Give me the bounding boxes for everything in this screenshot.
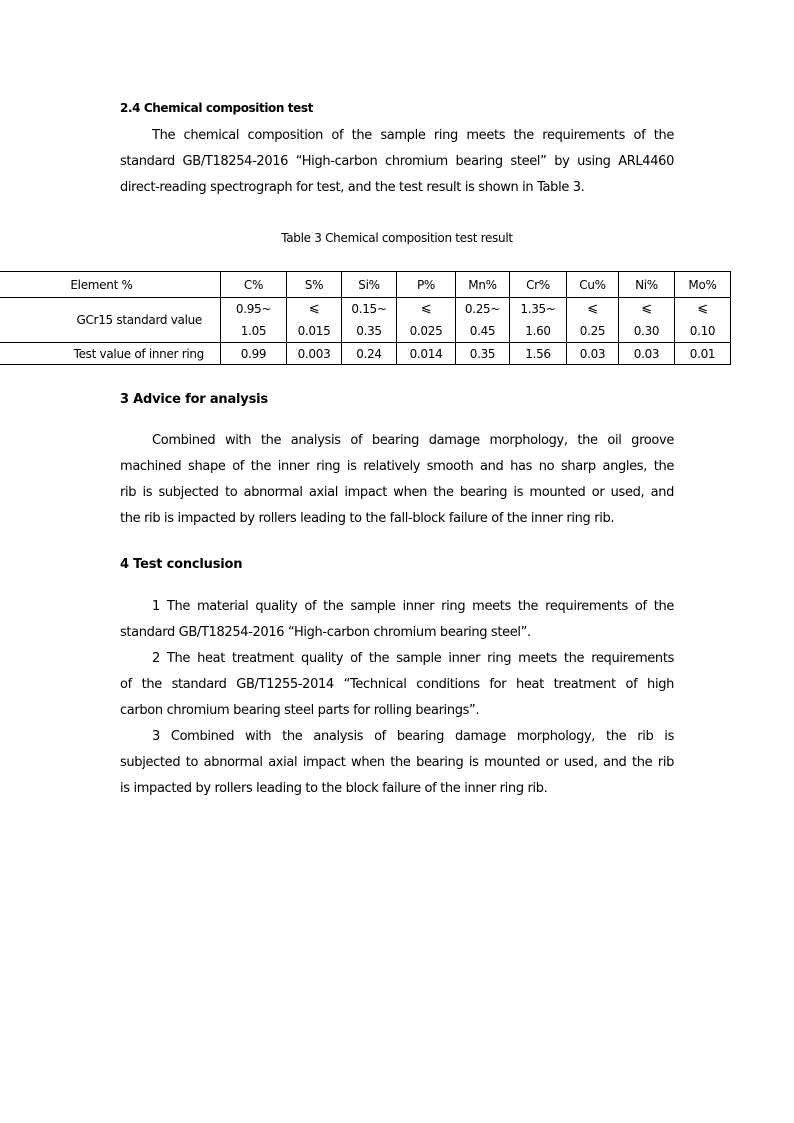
- paragraph-line: machined shape of the inner ring is relatively smooth and has no sharp angles, the: [120, 459, 674, 474]
- table-cell: 0.01: [675, 343, 731, 365]
- column-header: Mo%: [675, 272, 731, 298]
- column-header: Element %: [0, 272, 221, 298]
- row-label: Test value of inner ring: [0, 343, 221, 365]
- conclusion-2-line: of the standard GB/T1255-2014 “Technical conditions for heat treatment of high: [120, 677, 674, 692]
- section-2-4-paragraph: [120, 123, 674, 201]
- table-cell: 0.03: [567, 343, 619, 365]
- table-caption: Table 3 Chemical composition test result: [281, 231, 513, 245]
- conclusion-3-line: subjected to abnormal axial impact when the bearing is mounted or used, and the rib: [120, 755, 674, 770]
- column-header: Cu%: [567, 272, 619, 298]
- column-header: Ni%: [619, 272, 675, 298]
- conclusion-2-line: 2 The heat treatment quality of the sample inner ring meets the requirements: [152, 651, 674, 666]
- section-heading-2-4: 2.4 Chemical composition test: [120, 101, 313, 115]
- table-header-row: [0, 272, 731, 298]
- paragraph-line: The chemical composition of the sample ring meets the requirements of the: [152, 128, 674, 143]
- table-cell: 0.95~ 1.05: [221, 298, 287, 343]
- table-cell: 0.15~ 0.35: [342, 298, 397, 343]
- table-cell: 0.24: [342, 343, 397, 365]
- table-row-test-value: [0, 343, 731, 365]
- table-cell: 0.014: [397, 343, 456, 365]
- table-cell: ⩽ 0.25: [567, 298, 619, 343]
- section-heading-3: 3 Advice for analysis: [120, 392, 268, 407]
- conclusion-3-line: is impacted by rollers leading to the block failure of the inner ring rib.: [120, 781, 548, 796]
- conclusion-3-line: 3 Combined with the analysis of bearing damage morphology, the rib is: [152, 729, 674, 744]
- table-cell: 0.25~ 0.45: [456, 298, 510, 343]
- conclusion-1-line: 1 The material quality of the sample inner ring meets the requirements of the: [152, 599, 674, 614]
- table-cell: 1.56: [510, 343, 567, 365]
- table-cell: ⩽ 0.10: [675, 298, 731, 343]
- table-cell: 0.003: [287, 343, 342, 365]
- column-header: Mn%: [456, 272, 510, 298]
- table-cell: ⩽ 0.015: [287, 298, 342, 343]
- table-cell: 1.35~ 1.60: [510, 298, 567, 343]
- column-header: Si%: [342, 272, 397, 298]
- row-label: GCr15 standard value: [0, 298, 221, 343]
- table-cell: ⩽ 0.30: [619, 298, 675, 343]
- section-4-conclusions: [120, 594, 674, 802]
- paragraph-line: rib is subjected to abnormal axial impact when the bearing is mounted or used, and: [120, 485, 674, 500]
- table-cell: 0.99: [221, 343, 287, 365]
- table-row-standard-value: [0, 298, 731, 343]
- conclusion-2-line: carbon chromium bearing steel parts for rolling bearings”.: [120, 703, 480, 718]
- paragraph-line: direct-reading spectrograph for test, and the test result is shown in Table 3.: [120, 180, 585, 195]
- column-header: C%: [221, 272, 287, 298]
- paragraph-line: standard GB/T18254-2016 “High-carbon chromium bearing steel” by using ARL4460: [120, 154, 674, 169]
- section-heading-4: 4 Test conclusion: [120, 557, 243, 572]
- paragraph-line: Combined with the analysis of bearing damage morphology, the oil groove: [152, 433, 674, 448]
- column-header: S%: [287, 272, 342, 298]
- column-header: P%: [397, 272, 456, 298]
- paragraph-line: the rib is impacted by rollers leading to the fall-block failure of the inner ring rib.: [120, 511, 615, 526]
- section-3-paragraph: [120, 428, 674, 532]
- conclusion-1-line: standard GB/T18254-2016 “High-carbon chromium bearing steel”.: [120, 625, 531, 640]
- chemical-composition-table: [0, 271, 731, 365]
- column-header: Cr%: [510, 272, 567, 298]
- table-cell: 0.03: [619, 343, 675, 365]
- table-cell: ⩽ 0.025: [397, 298, 456, 343]
- table-cell: 0.35: [456, 343, 510, 365]
